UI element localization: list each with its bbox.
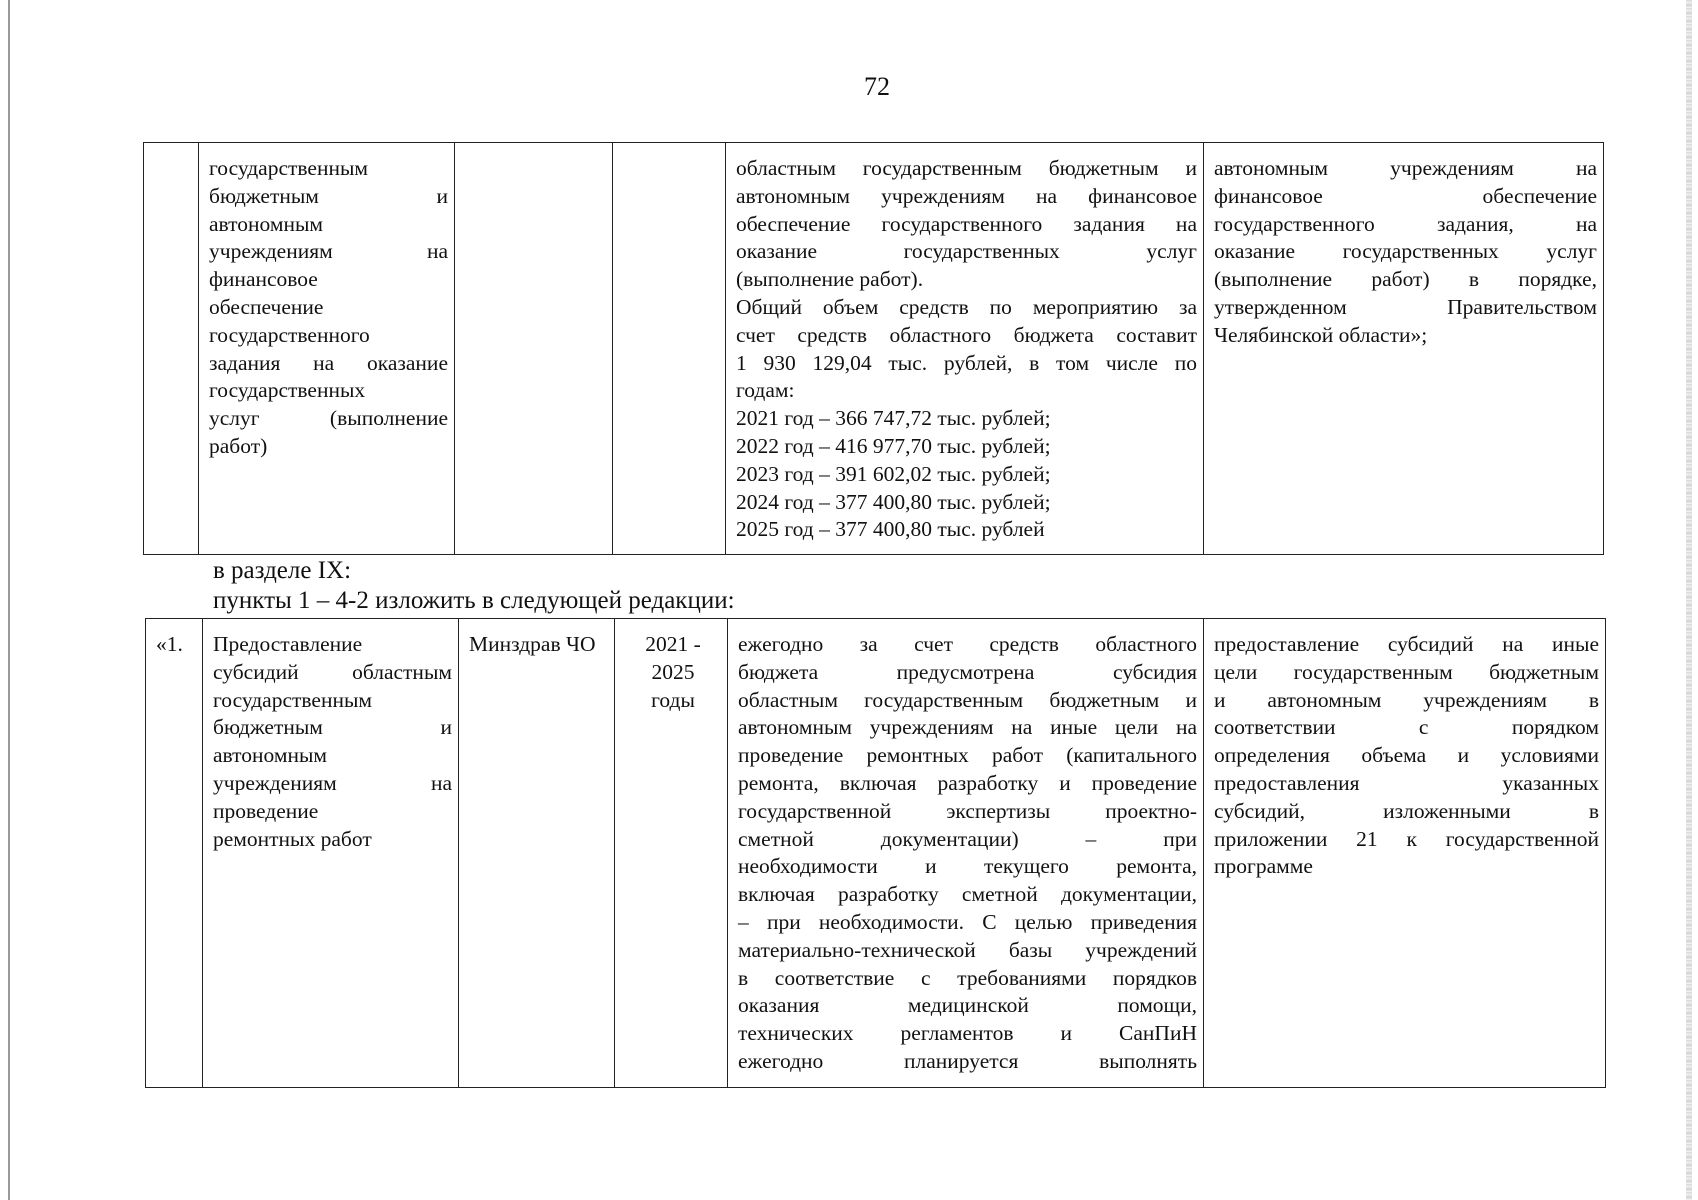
cell-executor: Минздрав ЧО <box>459 619 615 1088</box>
text-line: в соответствие с требованиями порядков <box>738 965 1197 990</box>
table-row <box>146 619 1606 1088</box>
text-line: автономным <box>213 743 328 768</box>
text-line: государственного <box>209 322 370 347</box>
text-line: услуг (выполнение <box>209 406 448 431</box>
text-line: автономным учреждениям на финансовое <box>736 183 1197 208</box>
text-line: сметной документации) – при <box>738 826 1197 851</box>
cell-activity-name <box>203 619 459 1088</box>
text-line: ремонта, включая разработку и проведение <box>738 770 1197 795</box>
text-line: автономным <box>209 211 324 236</box>
text-line: предоставления указанных <box>1214 770 1599 795</box>
text-line: 1 930 129,04 тыс. рублей, в том числе по <box>736 350 1197 375</box>
text-line: государственного задания, на <box>1214 211 1597 236</box>
text-line: счет средств областного бюджета составит <box>736 322 1197 347</box>
text-line: годам: <box>736 378 795 403</box>
text-line: (выполнение работ). <box>736 267 924 292</box>
section-instruction: пункты 1 – 4-2 изложить в следующей редакции: <box>213 587 735 614</box>
cell-description <box>728 619 1204 1088</box>
text-line: 2024 год – 377 400,80 тыс. рублей; <box>736 489 1051 514</box>
text-line: ремонтных работ <box>213 826 372 851</box>
text-line: соответствии с порядком <box>1214 715 1599 740</box>
text-line: 2022 год – 416 977,70 тыс. рублей; <box>736 433 1051 458</box>
text-line: государственной экспертизы проектно- <box>738 798 1197 823</box>
text-line: финансовое обеспечение <box>1214 183 1597 208</box>
cell-number: «1. <box>146 619 203 1088</box>
cell-result <box>1204 619 1606 1088</box>
text-line: годы <box>651 687 695 712</box>
text-line: Предоставление <box>213 632 363 656</box>
scan-edge-right <box>1686 0 1692 1200</box>
text-line: финансовое <box>209 267 318 292</box>
text-line: утвержденном Правительством <box>1214 294 1597 319</box>
text-line: необходимости и текущего ремонта, <box>738 854 1197 879</box>
text-line: оказание государственных услуг <box>736 239 1197 264</box>
text-line: обеспечение <box>209 294 324 319</box>
text-line: (выполнение работ) в порядке, <box>1214 267 1597 292</box>
cell-description <box>726 143 1204 555</box>
text-line: приложении 21 к государственной <box>1214 826 1599 851</box>
text-line: государственным <box>209 156 369 180</box>
text-line: 2023 год – 391 602,02 тыс. рублей; <box>736 461 1051 486</box>
text-line: проведение <box>213 798 319 823</box>
text-line: автономным учреждениям на <box>1214 156 1597 180</box>
text-line: оказание государственных услуг <box>1214 239 1597 264</box>
text-line: и автономным учреждениям в <box>1214 687 1599 712</box>
text-line: областным государственным бюджетным и <box>736 156 1197 180</box>
text-line: учреждениям на <box>209 239 448 264</box>
text-line: технических регламентов и СанПиН <box>738 1021 1197 1046</box>
text-line: цели государственным бюджетным <box>1214 659 1599 684</box>
cell-executor <box>455 143 613 555</box>
page-number: 72 <box>864 72 890 101</box>
cell-result <box>1204 143 1604 555</box>
text-line: 2021 год – 366 747,72 тыс. рублей; <box>736 406 1051 431</box>
text-line: 2025 <box>651 659 695 684</box>
text-line: проведение ремонтных работ (капитального <box>738 743 1197 768</box>
text-line: 2021 - <box>645 632 701 656</box>
text-line: субсидий областным <box>213 659 452 684</box>
text-line: оказания медицинской помощи, <box>738 993 1197 1018</box>
text-line: бюджета предусмотрена субсидия <box>738 659 1197 684</box>
text-line: включая разработку сметной документации, <box>738 882 1197 907</box>
text-line: Общий объем средств по мероприятию за <box>736 294 1197 319</box>
text-line: ежегодно за счет средств областного <box>738 632 1197 656</box>
text-line: государственным <box>213 687 373 712</box>
text-line: 2025 год – 377 400,80 тыс. рублей <box>736 517 1045 542</box>
text-line: ежегодно планируется выполнять <box>738 1048 1197 1073</box>
text-line: обеспечение государственного задания на <box>736 211 1197 236</box>
text-line: бюджетным и <box>209 183 448 208</box>
text-line: Челябинской области»; <box>1214 322 1428 347</box>
text-line: материально-технической базы учреждений <box>738 937 1197 962</box>
scan-edge-left <box>8 0 10 1200</box>
text-line: предоставление субсидий на иные <box>1214 632 1599 656</box>
text-line: работ) <box>209 433 268 458</box>
text-line: субсидий, изложенными в <box>1214 798 1599 823</box>
text-line: бюджетным и <box>213 715 452 740</box>
cell-activity-name <box>199 143 455 555</box>
cell-number <box>144 143 199 555</box>
section-heading: в разделе IX: <box>213 557 352 584</box>
text-line: программе <box>1214 854 1313 879</box>
text-line: автономным учреждениям на иные цели на <box>738 715 1197 740</box>
text-line: учреждениям на <box>213 770 452 795</box>
cell-period <box>613 143 726 555</box>
text-line: задания на оказание <box>209 350 448 375</box>
text-line: определения объема и условиями <box>1214 743 1599 768</box>
text-line: – при необходимости. С целью приведения <box>738 909 1197 934</box>
new-edition-table <box>145 618 1606 1088</box>
table-row <box>144 143 1604 555</box>
text-line: областным государственным бюджетным и <box>738 687 1197 712</box>
continuation-table <box>143 142 1604 555</box>
cell-period <box>615 619 728 1088</box>
text-line: государственных <box>209 378 366 403</box>
